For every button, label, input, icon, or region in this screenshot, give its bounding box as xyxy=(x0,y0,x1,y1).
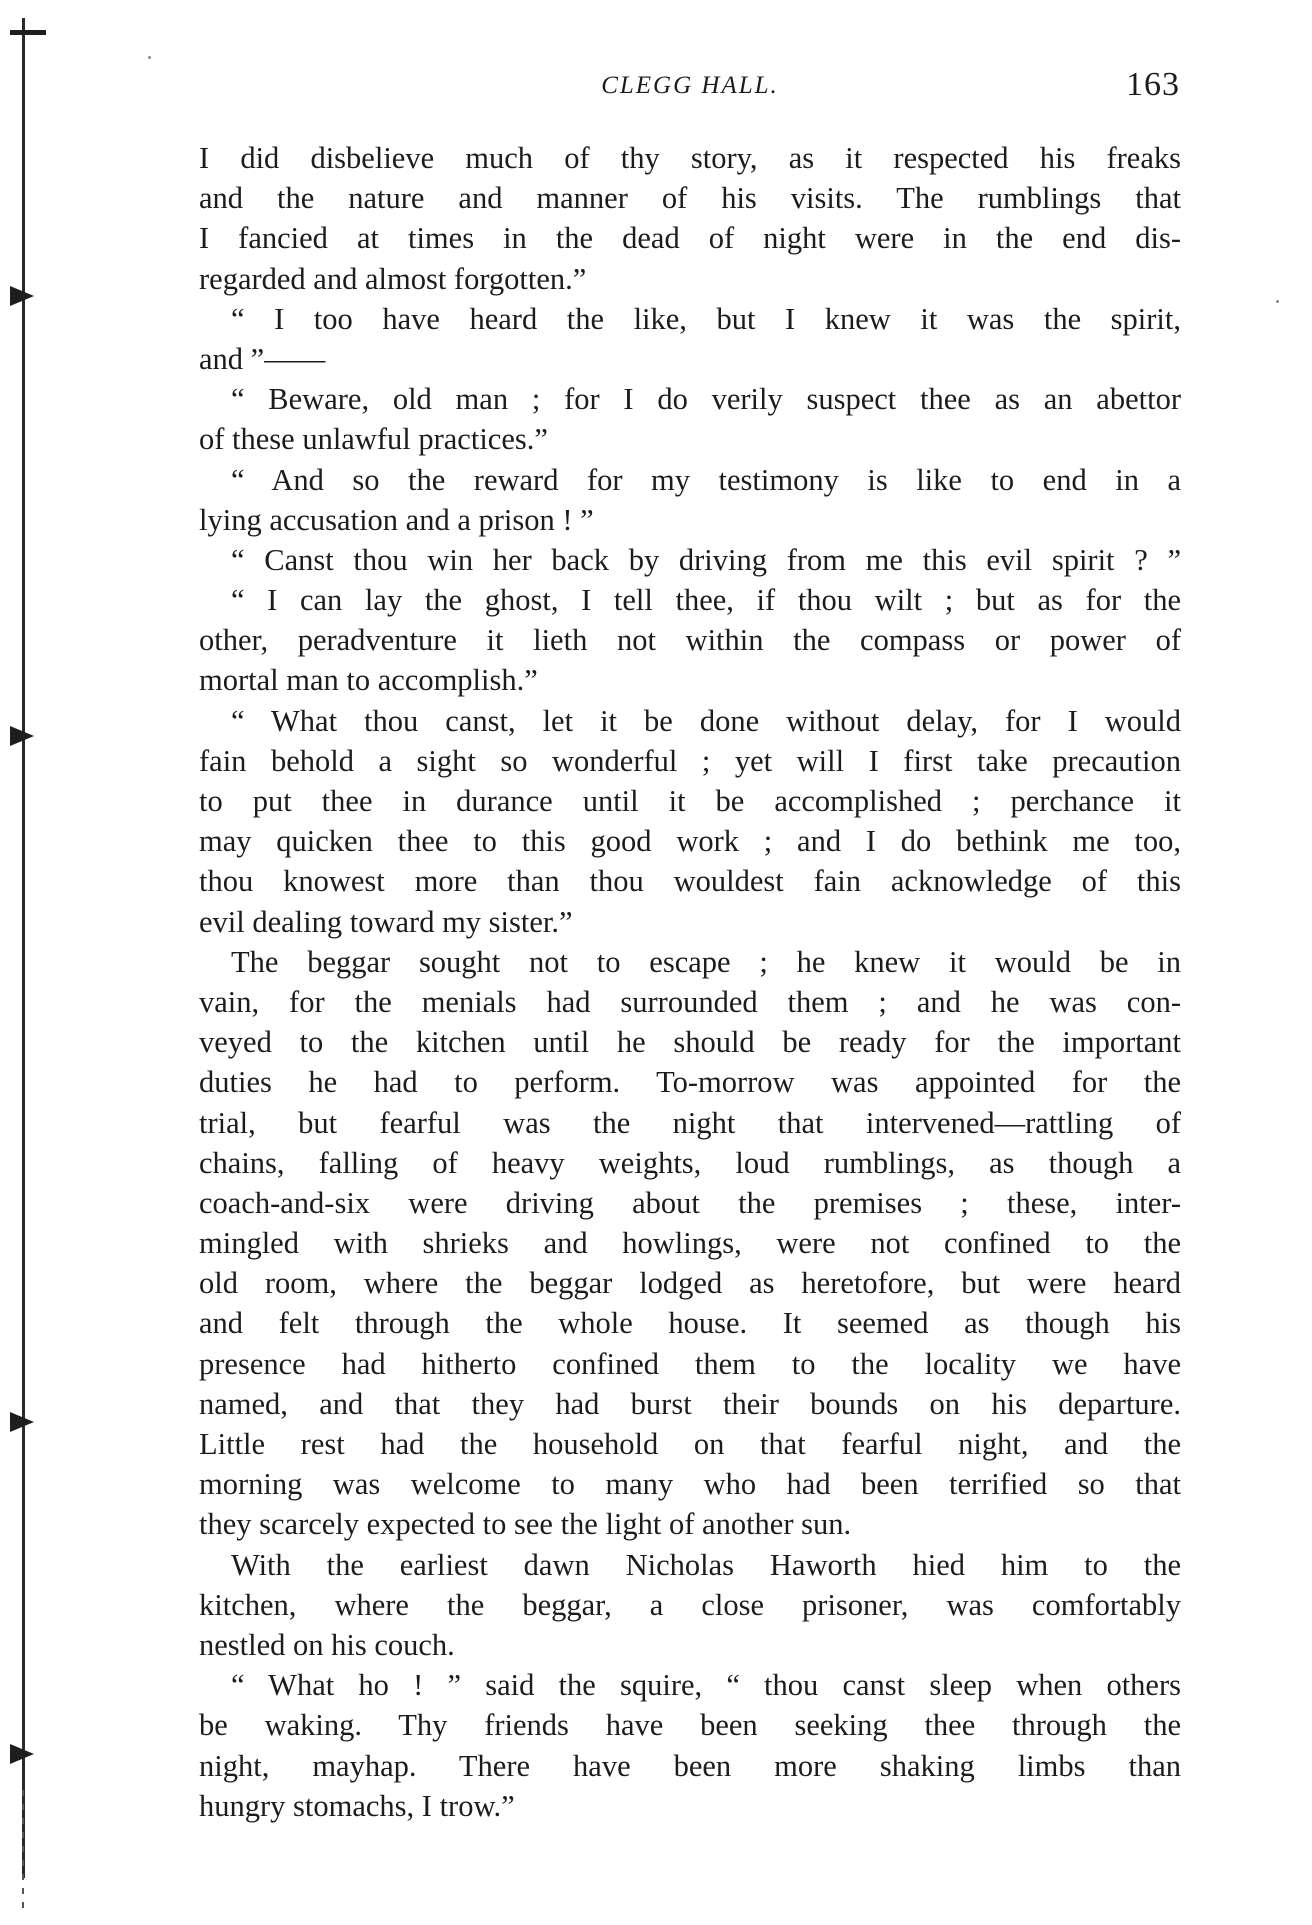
text-line: With the earliest dawn Nicholas Haworth hied him to the xyxy=(231,1547,1181,1582)
text-line: “ What thou canst, let it be done without delay, for I would xyxy=(231,703,1181,738)
text-line: hungry stomachs, I trow.” xyxy=(199,1788,515,1823)
binding-edge-dashes xyxy=(22,1790,24,1910)
text-line: coach-and-six were driving about the premises ; these, inter- xyxy=(199,1185,1181,1220)
text-line: they scarcely expected to see the light of another sun. xyxy=(199,1507,852,1542)
text-line: and the nature and manner of his visits. The rumblings that xyxy=(199,181,1181,216)
text-line: evil dealing toward my sister.” xyxy=(199,904,573,939)
text-line: kitchen, where the beggar, a close prisoner, was comfortably xyxy=(199,1587,1181,1622)
text-line: to put thee in durance until it be accomplished ; perchance it xyxy=(199,784,1181,818)
page-speck xyxy=(148,56,151,59)
text-line: other, peradventure it lieth not within the compass or power of xyxy=(199,623,1181,658)
binding-arrow-mark xyxy=(10,726,34,746)
running-title: CLEGG HALL. xyxy=(601,72,779,99)
text-line: “ What ho ! ” said the squire, “ thou canst sleep when others xyxy=(231,1668,1181,1703)
body-text xyxy=(199,138,1181,1826)
text-line: be waking. Thy friends have been seeking thee through the xyxy=(199,1708,1181,1743)
page-speck xyxy=(1276,300,1279,303)
text-line: night, mayhap. There have been more shaking limbs than xyxy=(199,1748,1181,1783)
text-line: of these unlawful practices.” xyxy=(199,422,548,457)
text-line: presence had hitherto confined them to the locality we have xyxy=(199,1346,1181,1381)
text-line: old room, where the beggar lodged as heretofore, but were heard xyxy=(199,1266,1181,1301)
text-line: morning was welcome to many who had been terrified so that xyxy=(199,1467,1181,1502)
text-line: chains, falling of heavy weights, loud rumblings, as though a xyxy=(199,1145,1181,1180)
text-line: “ I too have heard the like, but I knew it was the spirit, xyxy=(231,301,1181,336)
text-line: duties he had to perform. To-morrow was appointed for the xyxy=(199,1065,1181,1100)
text-line: trial, but fearful was the night that intervened—rattling of xyxy=(199,1105,1181,1140)
binding-arrow-mark xyxy=(10,286,34,306)
text-line: I fancied at times in the dead of night were in the end dis- xyxy=(199,221,1181,256)
text-line: “ Canst thou win her back by driving from me this evil spirit ? ” xyxy=(231,542,1181,577)
text-line: thou knowest more than thou wouldest fain acknowledge of this xyxy=(199,864,1181,899)
page-number: 163 xyxy=(1126,66,1180,103)
text-line: may quicken thee to this good work ; and I do bethink me too, xyxy=(199,824,1181,859)
text-line: nestled on his couch. xyxy=(199,1627,455,1662)
text-line: and ”—— xyxy=(199,341,326,376)
text-line: and felt through the whole house. It seemed as though his xyxy=(199,1306,1181,1341)
text-line: mingled with shrieks and howlings, were not confined to the xyxy=(199,1226,1181,1261)
text-line: named, and that they had burst their bounds on his departure. xyxy=(199,1386,1181,1421)
text-line: “ And so the reward for my testimony is like to end in a xyxy=(231,462,1181,497)
text-line: vain, for the menials had surrounded them ; and he was con- xyxy=(199,984,1181,1019)
text-line: mortal man to accomplish.” xyxy=(199,663,538,698)
binding-arrow-mark xyxy=(10,1412,34,1432)
text-line: veyed to the kitchen until he should be ready for the important xyxy=(199,1025,1181,1060)
text-line: Little rest had the household on that fearful night, and the xyxy=(199,1427,1181,1461)
running-header xyxy=(200,66,1180,116)
binding-top-mark xyxy=(10,30,46,35)
text-line: “ Beware, old man ; for I do verily suspect thee as an abettor xyxy=(231,382,1181,417)
text-line: lying accusation and a prison ! ” xyxy=(199,502,594,537)
text-line: regarded and almost forgotten.” xyxy=(199,261,587,296)
text-line: I did disbelieve much of thy story, as it respected his freaks xyxy=(199,141,1181,175)
text-line: The beggar sought not to escape ; he knew it would be in xyxy=(231,944,1181,979)
binding-arrow-mark xyxy=(10,1744,34,1764)
text-line: fain behold a sight so wonderful ; yet will I first take precaution xyxy=(199,743,1181,778)
text-line: “ I can lay the ghost, I tell thee, if thou wilt ; but as for the xyxy=(231,583,1181,618)
